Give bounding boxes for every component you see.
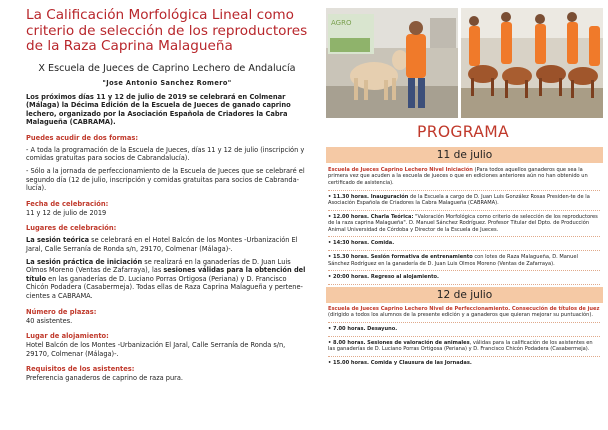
how-option-2: - Sólo a la jornada de perfeccionamiento de la Escuela de Jueces que se celebraré el segundo día (12 de julio, inscripción y comidas gratuitas para socios de Cabranda-lucía). bbox=[26, 167, 305, 193]
schedule-item bbox=[328, 326, 600, 332]
divider bbox=[328, 236, 600, 237]
requirements-heading: Requisitos de los asistentes: bbox=[26, 365, 135, 374]
lodging-heading: Lugar de alojamiento: bbox=[26, 332, 109, 341]
school-subtitle: X Escuela de Jueces de Caprino Lechero de Andalucía bbox=[38, 62, 296, 74]
schedule-item-text: "Valoración Morfológica como criterio de selección de los reproductores de la raza caprina Malagueña". D. Manuel Sánchez Rodríguez. Profesor Titular del Dpto. de Producción Animal Universidad de Córdoba y Director de la Escuela de Jueces. bbox=[328, 213, 598, 233]
schedule-item-time: • 20:00 horas. Regreso al alojamiento. bbox=[328, 274, 439, 281]
place-practice-text: se realizará en la ganaderías de D. Juan Luis Olmos Moreno (Ventas de Zafarraya), las bbox=[26, 257, 291, 275]
how-option-1: - A toda la programación de la Escuela de Jueces, días 11 y 12 de julio (inscripción y comidas gratuitas para socios de Cabrandalucía). bbox=[26, 145, 305, 163]
place-practice bbox=[26, 258, 308, 301]
photo-goat-judging bbox=[326, 8, 458, 118]
intro-paragraph: Los próximos días 11 y 12 de julio de 2019 se celebrará en Colmenar (Málaga) la Décima Edición de la Escuela de Jueces de ganado caprino lechero, organizado por la Asociación Española de Criadores la Cabra Malagueña (CABRAMA). bbox=[26, 92, 291, 127]
place-theory bbox=[26, 236, 308, 253]
goat-photo-1-image bbox=[326, 8, 458, 118]
schedule-item-text: , válidas para la calificación de los asistentes en las ganaderías de D. Luciano Porras Ortigosa (Periana) y D. Francisco Chicón Podadera (Casabermeja). bbox=[328, 340, 593, 353]
date-heading: Fecha de celebración: bbox=[26, 199, 109, 208]
divider bbox=[328, 284, 600, 285]
schedule-item-time: • 12.00 horas. Charla Teórica: bbox=[328, 213, 414, 220]
day-2-schedule bbox=[328, 306, 600, 370]
goat-photo-2-image bbox=[461, 8, 603, 118]
schedule-item bbox=[328, 340, 600, 353]
place-practice-text-2: en las ganaderías de D. Luciano Porras Ortigosa (Periana) y D. Francisco Chicón Podadera (Casabermeja). Todas ellas de Raza Caprina Malagueña y pertene-cientes a CABRAMA. bbox=[26, 274, 303, 300]
place-practice-bold: La sesión práctica de iniciación bbox=[26, 257, 143, 266]
schedule-item-time: • 14:30 horas. Comida. bbox=[328, 240, 395, 247]
schedule-item bbox=[328, 360, 600, 366]
programa-title: PROGRAMA bbox=[417, 123, 509, 141]
day-2-intro bbox=[328, 306, 600, 319]
day-1-intro-text: (Para todos aquellos ganaderos que sea la primera vez que acuden a la escuela de jueces o que en ediciones anteriores aún no han obtenido un certificado de asistencia). bbox=[328, 167, 588, 186]
schedule-item bbox=[328, 274, 600, 280]
day-2-banner: 12 de julio bbox=[326, 287, 603, 303]
schedule-item-text: de la Escuela a cargo de D. Juan Luis González Rosas Presiden-te de la Asociación Española de Criadores la Cabra Malagueña (CABRAMA). bbox=[328, 193, 590, 207]
places-heading: Lugares de celebración: bbox=[26, 224, 117, 233]
place-practice-bold-2: sesiones válidas para la obtención del título bbox=[26, 266, 306, 283]
schedule-item bbox=[328, 194, 600, 207]
day-2-intro-text: (dirigido a todos los alumnos de la presente edición y a ganaderos que quieran mejorar su puntuación). bbox=[328, 312, 593, 319]
agro-sign-text: AGRO bbox=[331, 19, 352, 27]
divider bbox=[328, 250, 600, 251]
date-value: 11 y 12 de julio de 2019 bbox=[26, 208, 107, 217]
day-1-schedule bbox=[328, 167, 600, 298]
schedule-item-time: • 8.00 horas. Sesiones de valoración de animales bbox=[328, 340, 470, 346]
divider bbox=[328, 356, 600, 357]
lodging-value: Hotel Balcón de los Montes -Urbanización El Jaral, Calle Serranía de Ronda s/n, 29170, Colmenar (Málaga)-. bbox=[26, 341, 286, 358]
divider bbox=[328, 190, 600, 191]
divider bbox=[328, 322, 600, 323]
main-title: La Calificación Morfológica Lineal como criterio de selección de los reproductores de la Raza Caprina Malagueña bbox=[26, 7, 308, 54]
day-1-intro-bold: Escuela de Jueces Caprino Lechero Nivel Iniciación bbox=[328, 167, 473, 173]
schedule-item-time: • 15.00 horas. Comida y Clausura de las Jornadas. bbox=[328, 360, 472, 367]
schedule-item-text: con lotes de Raza Malagueña, D. Manuel Sánchez Rodríguez en la ganadería de D. Juan Luis Olmos Moreno (Ventas de Zafarraya). bbox=[328, 254, 578, 267]
schedule-item-time: • 11.30 horas. Inauguración bbox=[328, 193, 409, 200]
divider bbox=[328, 210, 600, 211]
divider bbox=[328, 270, 600, 271]
schedule-item-time: • 7.00 horas. Desayuno. bbox=[328, 326, 398, 333]
honoree-name: "Jose Antonio Sanchez Romero" bbox=[102, 78, 232, 87]
schedule-item bbox=[328, 240, 600, 246]
divider bbox=[328, 336, 600, 337]
schedule-item-time: • 15.30 horas. Sesión formativa de entrenamiento bbox=[328, 254, 473, 261]
schedule-item bbox=[328, 254, 600, 267]
day-1-intro bbox=[328, 167, 600, 186]
seats-heading: Número de plazas: bbox=[26, 307, 97, 316]
schedule-item bbox=[328, 214, 600, 233]
place-theory-text: se celebrará en el Hotel Balcón de los Montes -Urbanización El Jaral, Calle Serranía de Ronda s/n, 29170, Colmenar (Málaga)-. bbox=[26, 236, 298, 254]
day-1-banner: 11 de julio bbox=[326, 147, 603, 163]
seats-value: 40 asistentes. bbox=[26, 316, 73, 325]
place-theory-bold: La sesión teórica bbox=[26, 236, 90, 245]
right-panel bbox=[318, 0, 608, 430]
day-2-intro-bold: Escuela de Jueces Caprino Lechero Nivel de Perfeccionamiento. Consecución de títulos de juez bbox=[328, 306, 600, 312]
how-heading: Puedes acudir de dos formas: bbox=[26, 133, 139, 142]
requirements-value: Preferencia ganaderos de caprino de raza pura. bbox=[26, 374, 184, 383]
photo-goats-lineup bbox=[461, 8, 603, 118]
